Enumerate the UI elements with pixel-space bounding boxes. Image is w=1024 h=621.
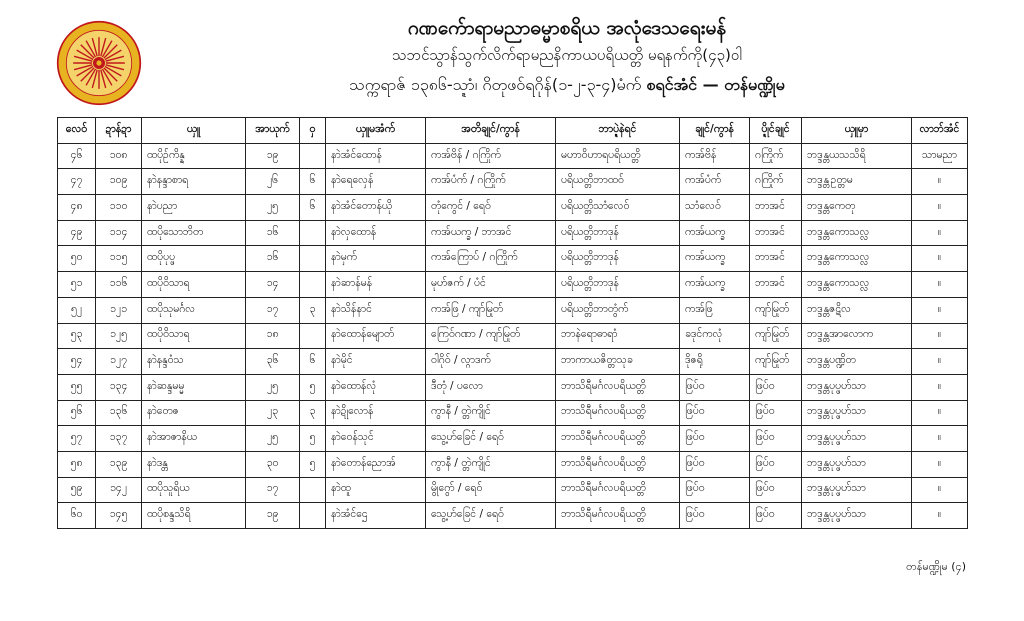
table-cell: ။ bbox=[912, 246, 968, 272]
table-cell: နာဲသိန်နာင် bbox=[326, 297, 426, 323]
table-cell: ၁၂၇ bbox=[96, 349, 142, 375]
table-cell: ဖြပ်ဝ bbox=[680, 477, 750, 503]
table-row bbox=[58, 426, 968, 452]
table-cell: ပရိယတ္တိဘာဒုန် bbox=[556, 220, 680, 246]
table-cell: ၁၂၅ bbox=[96, 323, 142, 349]
table-cell: ၅ bbox=[300, 426, 326, 452]
table-cell: ဖြပ်ဝ bbox=[750, 374, 802, 400]
page-number-label: တန်မဏ္ဍိုမ (၄) bbox=[906, 560, 966, 573]
table-cell: နာဲမိုင် bbox=[326, 349, 426, 375]
table-cell: ကအ်ဖြ / ကျာ်မြုတ် bbox=[426, 297, 556, 323]
table-cell: ကွာနီ / တ္တဲကျိုင် bbox=[426, 451, 556, 477]
table-cell: နာဲထူ bbox=[326, 477, 426, 503]
table-cell: ၅ bbox=[300, 451, 326, 477]
table-cell: ကအ်ယက္ခ bbox=[680, 220, 750, 246]
table-cell: ၄၈ bbox=[58, 195, 96, 221]
table-cell: ကအ်ကြောပ် / ဂကြိုက် bbox=[426, 246, 556, 272]
table-cell: ကအ်ယက္ခ bbox=[680, 246, 750, 272]
table-cell: ၁၇ bbox=[246, 297, 300, 323]
column-header: လေဝ် bbox=[58, 118, 96, 144]
table-cell: ဘာသိရီမင်္ဂလပရိယတ္တိ bbox=[556, 400, 680, 426]
column-header: ယှူမအံက် bbox=[326, 118, 426, 144]
table-cell: ဘဒ္ဒန္တယသသိရိ bbox=[802, 143, 912, 169]
table-row bbox=[58, 143, 968, 169]
document-dateline bbox=[150, 74, 984, 98]
table-cell: ။ bbox=[912, 477, 968, 503]
table-cell: ၅၈ bbox=[58, 451, 96, 477]
table-cell: ဘဒ္ဒန္တပုပ္ဖဟ်သာ bbox=[802, 426, 912, 452]
table-cell: မုဟ်ဇက် / ပံင် bbox=[426, 272, 556, 298]
table-cell: ဘာအင် bbox=[750, 272, 802, 298]
table-cell: ဖြပ်ဝ bbox=[680, 400, 750, 426]
table-cell: ၄၆ bbox=[58, 143, 96, 169]
column-header: ယှူ bbox=[142, 118, 246, 144]
table-cell: နာဲရေလှေန် bbox=[326, 169, 426, 195]
table-cell: ၁၃၇ bbox=[96, 426, 142, 452]
table-cell: ၅၄ bbox=[58, 349, 96, 375]
table-cell: နာဲပညာ bbox=[142, 195, 246, 221]
table-cell: ၅၂ bbox=[58, 297, 96, 323]
table-cell: ဘဒ္ဒန္တအာလောက bbox=[802, 323, 912, 349]
table-cell: ။ bbox=[912, 374, 968, 400]
table-cell: ဖြပ်ဝ bbox=[680, 426, 750, 452]
table-row bbox=[58, 195, 968, 221]
table-cell: ဖြပ်ဝ bbox=[750, 503, 802, 529]
table-cell: ကအ်ယက္ခ bbox=[680, 272, 750, 298]
table-cell: ထပိုသုမင်္ဂလ bbox=[142, 297, 246, 323]
table-row bbox=[58, 272, 968, 298]
table-row bbox=[58, 220, 968, 246]
results-table bbox=[57, 117, 968, 529]
table-cell: မဟာဝိဟာရပရိယတ္တိ bbox=[556, 143, 680, 169]
table-cell bbox=[300, 220, 326, 246]
table-cell: ။ bbox=[912, 272, 968, 298]
table-cell: ၁၄ bbox=[246, 272, 300, 298]
table-cell: ၁၂၁ bbox=[96, 297, 142, 323]
table-cell: ၄၇ bbox=[58, 169, 96, 195]
table-cell: ၁၄၂ bbox=[96, 477, 142, 503]
table-cell: နာဲတေဇ bbox=[142, 400, 246, 426]
table-cell: ။ bbox=[912, 169, 968, 195]
table-cell: ကအ်ပံက် bbox=[680, 169, 750, 195]
table-cell: ၅၇ bbox=[58, 426, 96, 452]
table-cell: ။ bbox=[912, 426, 968, 452]
table-cell: ဘာသိရီမင်္ဂလပရိယတ္တိ bbox=[556, 503, 680, 529]
table-cell: ၆ bbox=[300, 195, 326, 221]
table-cell: ။ bbox=[912, 349, 968, 375]
table-row bbox=[58, 374, 968, 400]
table-row bbox=[58, 297, 968, 323]
table-row bbox=[58, 323, 968, 349]
table-cell: နာဲအံင်တောန်ယို bbox=[326, 195, 426, 221]
table-cell: နာဲလှထောန် bbox=[326, 220, 426, 246]
table-cell: ။ bbox=[912, 195, 968, 221]
table-cell: ။ bbox=[912, 451, 968, 477]
table-row bbox=[58, 451, 968, 477]
table-cell: ပရိယတ္တိဘာဒုန် bbox=[556, 272, 680, 298]
table-cell: ပရိယတ္တိဘာဒုန် bbox=[556, 246, 680, 272]
table-cell: ၆ bbox=[300, 349, 326, 375]
table-cell: ၁၃၉ bbox=[96, 451, 142, 477]
table-cell: ၁၃၄ bbox=[96, 374, 142, 400]
table-cell: ။ bbox=[912, 400, 968, 426]
table-cell: ထပိုသောဘိတ bbox=[142, 220, 246, 246]
table-cell: ၃ bbox=[300, 400, 326, 426]
table-cell: နာဲဆာန်မန် bbox=[326, 272, 426, 298]
table-cell: ။ bbox=[912, 297, 968, 323]
table-cell: ကျာ်မြုတ် bbox=[750, 349, 802, 375]
table-cell: ဘဒ္ဒန္တပုပ္ဖဟ်သာ bbox=[802, 477, 912, 503]
column-header: ဘာပ္ဍဲနဲရင် bbox=[556, 118, 680, 144]
table-row bbox=[58, 477, 968, 503]
table-cell: နာဲမှက် bbox=[326, 246, 426, 272]
table-cell: ၅၉ bbox=[58, 477, 96, 503]
table-cell: သွေ့ဟ်ခြေင် / ရေဝ် bbox=[426, 503, 556, 529]
column-header: အာယုက် bbox=[246, 118, 300, 144]
table-cell: နာဲတောန်ညောအ် bbox=[326, 451, 426, 477]
table-cell: ဖြပ်ဝ bbox=[680, 451, 750, 477]
table-cell: ၁၁၄ bbox=[96, 220, 142, 246]
table-cell: နာဲအံင်ထောန် bbox=[326, 143, 426, 169]
table-cell: ဘဒ္ဒန္တကောသလ္လ bbox=[802, 272, 912, 298]
table-cell: ၁၆ bbox=[246, 220, 300, 246]
table-cell: ဘဒ္ဒန္တပုပ္ဖဟ်သာ bbox=[802, 451, 912, 477]
table-cell: နာဲထောန်မျောတ် bbox=[326, 323, 426, 349]
table-cell: ၃ bbox=[300, 297, 326, 323]
table-cell: မွိုဂွော် / ရေဝ် bbox=[426, 477, 556, 503]
table-cell: ဘာအင် bbox=[750, 195, 802, 221]
table-cell: ။ bbox=[912, 220, 968, 246]
table-cell: နာဲနန္ဒာစာရ bbox=[142, 169, 246, 195]
table-cell: ဘာသိရီမင်္ဂလပရိယတ္တိ bbox=[556, 477, 680, 503]
table-cell: ဘာကာယဇိတ္တသုခ bbox=[556, 349, 680, 375]
table-cell: ၅ bbox=[300, 374, 326, 400]
table-cell: ဒိုဇရို bbox=[680, 349, 750, 375]
table-cell: ဘာသိရီမင်္ဂလပရိယတ္တိ bbox=[556, 451, 680, 477]
table-cell: ဒီတုံ / ပလော bbox=[426, 374, 556, 400]
table-cell: သာံလေဝ် bbox=[680, 195, 750, 221]
table-cell: ဂကြိုက် bbox=[750, 143, 802, 169]
dateline-bold-text: စရင်အံင် — တန်မဏ္ဍိုမ bbox=[646, 75, 785, 94]
table-cell: နာဲဒန္တ bbox=[142, 451, 246, 477]
table-cell: ထပိုဝိသာရ bbox=[142, 323, 246, 349]
table-cell: ၁၉ bbox=[246, 503, 300, 529]
table-cell: ၁၀၉ bbox=[96, 169, 142, 195]
table-cell: ၅၀ bbox=[58, 246, 96, 272]
table-cell: ဘာအင် bbox=[750, 220, 802, 246]
table-cell: ဖြပ်ဝ bbox=[750, 451, 802, 477]
table-cell: ဘာနဲရောဓာရာံ bbox=[556, 323, 680, 349]
table-row bbox=[58, 503, 968, 529]
table-cell: ဖြပ်ဝ bbox=[750, 477, 802, 503]
table-cell: ၁၄၅ bbox=[96, 503, 142, 529]
table-cell: ထပိုပုပ္ဖ bbox=[142, 246, 246, 272]
table-cell: ဘာသိရီမင်္ဂလပရိယတ္တိ bbox=[556, 426, 680, 452]
table-cell: ကျာ်မြုတ် bbox=[750, 323, 802, 349]
table-row bbox=[58, 246, 968, 272]
table-cell: ၄၉ bbox=[58, 220, 96, 246]
table-cell: နာဲအာဇာနိယ bbox=[142, 426, 246, 452]
table-cell: ဘဒ္ဒန္တကောသလ္လ bbox=[802, 220, 912, 246]
table-body bbox=[58, 143, 968, 528]
table-cell: ဘဒ္ဒန္တပုပ္ဖဟ်သာ bbox=[802, 503, 912, 529]
table-cell: ၁၈ bbox=[246, 323, 300, 349]
table-cell: ထပိုစန္ဒသိရိ bbox=[142, 503, 246, 529]
table-cell: ၅၅ bbox=[58, 374, 96, 400]
table-cell bbox=[300, 503, 326, 529]
table-cell: ၁၀၈ bbox=[96, 143, 142, 169]
document-title: ဂဏက်ောရာမညာဓမ္မာစရိယ အလုံဒေသရေးမန် bbox=[407, 17, 727, 39]
document-subtitle: သဘင်သွာန်သွက်လိက်ရာမညနိကာယပရိယတ္တိ မရနက်ကို(၄၃)ဝါ bbox=[392, 46, 742, 64]
column-header: ပ္ဍိုင်ချုင် bbox=[750, 118, 802, 144]
table-cell: ၃၆ bbox=[246, 349, 300, 375]
table-cell: ၂၆ bbox=[246, 169, 300, 195]
table-cell: ၁၉ bbox=[246, 143, 300, 169]
column-header: ယှူမှာ bbox=[802, 118, 912, 144]
table-cell: ၂၅ bbox=[246, 374, 300, 400]
table-cell: ဘဒ္ဒန္တပုပ္ဖဟ်သာ bbox=[802, 374, 912, 400]
table-cell: ကအ်ပံက် / ဂကြိုက် bbox=[426, 169, 556, 195]
table-header-row bbox=[58, 118, 968, 144]
table-cell: ဘဒ္ဒန္တဥတ္တမ bbox=[802, 169, 912, 195]
table-cell: ကျာ်မြုတ် bbox=[750, 297, 802, 323]
table-row bbox=[58, 349, 968, 375]
table-row bbox=[58, 169, 968, 195]
table-cell: ၂၃ bbox=[246, 400, 300, 426]
table-cell bbox=[300, 323, 326, 349]
table-cell bbox=[300, 246, 326, 272]
table-cell: ၁၆ bbox=[246, 246, 300, 272]
table-cell: ပရိယတ္တိဘာထဝ် bbox=[556, 169, 680, 195]
column-header: ချုင်/ကွာန် bbox=[680, 118, 750, 144]
column-header: ဝှ bbox=[300, 118, 326, 144]
table-cell: ။ bbox=[912, 323, 968, 349]
table-cell: ကြေဝ်ဂဏာ / ကျာ်မြုတ် bbox=[426, 323, 556, 349]
table-cell: ထပိုဝိသာရ bbox=[142, 272, 246, 298]
table-cell: ဖြပ်ဝ bbox=[750, 400, 802, 426]
table-cell: နာဲထောန်လုံ bbox=[326, 374, 426, 400]
dateline-text: သက္ကရာဇ် ၁၃၈၆-သ္ဍာံ၊ ဂိတုဖဝ်ရဂိုန်(၁-၂-၃-၄)မံက် bbox=[349, 75, 642, 94]
table-cell: နာဲအံင်ဌေ bbox=[326, 503, 426, 529]
table-cell: ကအ်ဗိန် bbox=[680, 143, 750, 169]
table-cell: သာမညာ bbox=[912, 143, 968, 169]
column-header: ဍာန်ဍာ bbox=[96, 118, 142, 144]
table-cell: နာဲဝေန်သုင် bbox=[326, 426, 426, 452]
table-cell bbox=[300, 143, 326, 169]
table-cell: ဖြပ်ဝ bbox=[680, 374, 750, 400]
table-cell: ၁၁၅ bbox=[96, 246, 142, 272]
table-cell bbox=[300, 272, 326, 298]
table-cell: ၅၃ bbox=[58, 323, 96, 349]
table-cell: ဘဒ္ဒန္တကေတု bbox=[802, 195, 912, 221]
table-cell: ၁၁၆ bbox=[96, 272, 142, 298]
table-cell: ထပိုဉ်ကိန္န bbox=[142, 143, 246, 169]
table-cell: သွေ့ဟ်ခြေင် / ရေဝ် bbox=[426, 426, 556, 452]
table-cell: ဘဒ္ဒန္တကောသလ္လ bbox=[802, 246, 912, 272]
table-cell bbox=[300, 477, 326, 503]
table-cell: ၁၁၀ bbox=[96, 195, 142, 221]
organization-seal-logo bbox=[56, 20, 142, 106]
table-cell: ကအ်ဖြ bbox=[680, 297, 750, 323]
table-cell: ဝါဂိုဝ် / လ္ဂာဒက် bbox=[426, 349, 556, 375]
table-cell: တုံကွေင် / ရေဝ် bbox=[426, 195, 556, 221]
table-cell: ကွာနီ / တ္တဲကျိုင် bbox=[426, 400, 556, 426]
table-cell: ပရိယတ္တိသာံလေဝ် bbox=[556, 195, 680, 221]
table-cell: နာဲဆန္ဒမမ္မ bbox=[142, 374, 246, 400]
table-cell: ဘဒ္ဒန္တပဏ္ဍိတ bbox=[802, 349, 912, 375]
table-cell: နာဲနန္ဒဝံသ bbox=[142, 349, 246, 375]
table-cell: နာဲဍိုလောန် bbox=[326, 400, 426, 426]
table-row bbox=[58, 400, 968, 426]
table-cell: ၂၅ bbox=[246, 195, 300, 221]
table-cell: ၁၃၆ bbox=[96, 400, 142, 426]
table-cell: ၆ bbox=[300, 169, 326, 195]
table-cell: ဘဒ္ဒန္တပုပ္ဖဟ်သာ bbox=[802, 400, 912, 426]
table-cell: ဘဒ္ဒန္တဇဋိလ bbox=[802, 297, 912, 323]
table-cell: ၁၇ bbox=[246, 477, 300, 503]
table-cell: ကအ်ယက္ခ / ဘာအင် bbox=[426, 220, 556, 246]
table-cell: ဖြပ်ဝ bbox=[680, 503, 750, 529]
table-cell: ။ bbox=[912, 503, 968, 529]
table-cell: ဖြပ်ဝ bbox=[750, 426, 802, 452]
table-cell: ဘာသိရီမင်္ဂလပရိယတ္တိ bbox=[556, 374, 680, 400]
table-cell: ခဒုင်ကလုံ bbox=[680, 323, 750, 349]
table-cell: ၃၀ bbox=[246, 451, 300, 477]
column-header: အတိချုင်/ကွာန် bbox=[426, 118, 556, 144]
column-header: လာဘ်အံင် bbox=[912, 118, 968, 144]
table-cell: ၆၀ bbox=[58, 503, 96, 529]
table-cell: ထပိုသူရိယ bbox=[142, 477, 246, 503]
table-cell: ဘာအင် bbox=[750, 246, 802, 272]
table-cell: ဂကြိုက် bbox=[750, 169, 802, 195]
table-cell: ၅၁ bbox=[58, 272, 96, 298]
table-cell: ပရိယတ္တိဘာတွံက် bbox=[556, 297, 680, 323]
table-cell: ၂၅ bbox=[246, 426, 300, 452]
table-cell: ကအ်ဗိန် / ဂကြိုက် bbox=[426, 143, 556, 169]
table-cell: ၅၆ bbox=[58, 400, 96, 426]
